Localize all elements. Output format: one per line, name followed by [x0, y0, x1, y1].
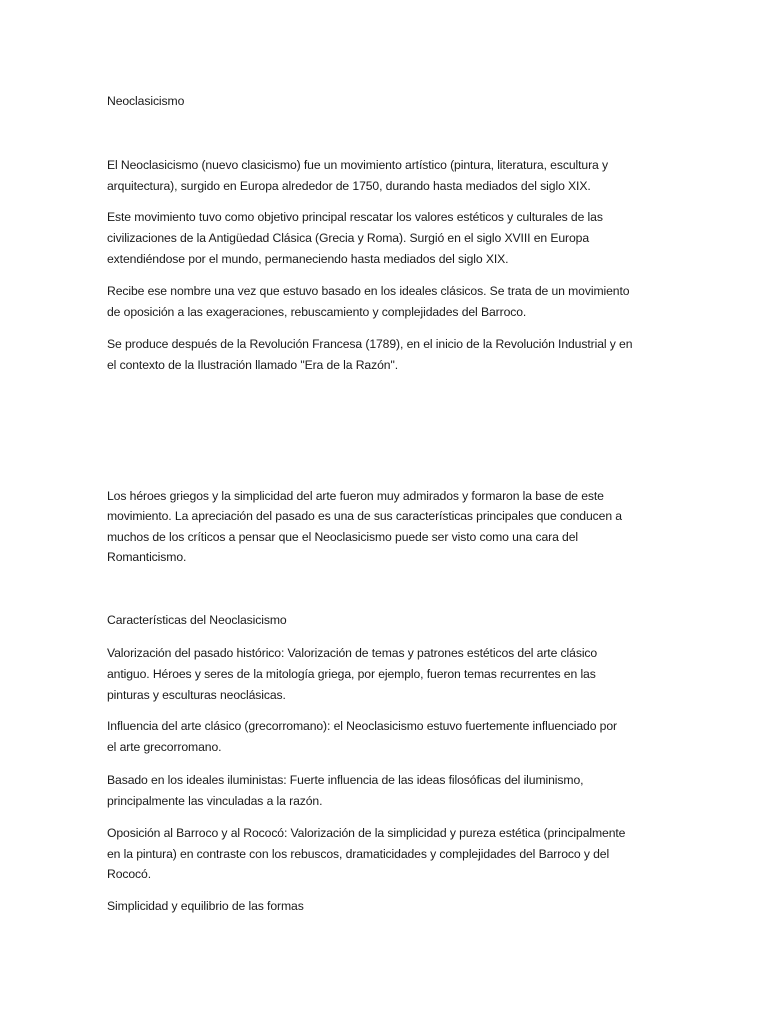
- paragraph-line: de oposición a las exageraciones, rebuscamiento y complejidades del Barroco.: [107, 305, 527, 319]
- list-item-line: Rococó.: [107, 867, 152, 881]
- paragraph-line: muchos de los críticos a pensar que el Neoclasicismo puede ser visto como una cara del: [107, 530, 579, 544]
- paragraph-line: Los héroes griegos y la simplicidad del arte fueron muy admirados y formaron la base de este: [107, 489, 604, 503]
- paragraph-line: Romanticismo.: [107, 550, 187, 564]
- paragraph-line: Se produce después de la Revolución Francesa (1789), en el inicio de la Revolución Industrial y en: [107, 337, 633, 351]
- list-item-line: Simplicidad y equilibrio de las formas: [107, 899, 304, 913]
- paragraph-line: arquitectura), surgido en Europa alrededor de 1750, durando hasta mediados del siglo XIX.: [107, 179, 591, 193]
- paragraph-line: Recibe ese nombre una vez que estuvo basado en los ideales clásicos. Se trata de un movimiento: [107, 284, 630, 298]
- list-item-line: pinturas y esculturas neoclásicas.: [107, 688, 286, 702]
- document-title: Neoclasicismo: [107, 94, 185, 108]
- list-item-line: Oposición al Barroco y al Rococó: Valorización de la simplicidad y pureza estética (principalmente: [107, 826, 626, 840]
- list-item-line: Influencia del arte clásico (grecorromano): el Neoclasicismo estuvo fuertemente influenciado por: [107, 719, 617, 733]
- list-item-line: el arte grecorromano.: [107, 740, 222, 754]
- paragraph-line: civilizaciones de la Antigüedad Clásica (Grecia y Roma). Surgió en el siglo XVIII en Europa: [107, 231, 590, 245]
- section-heading: Características del Neoclasicismo: [107, 613, 287, 627]
- paragraph-line: El Neoclasicismo (nuevo clasicismo) fue un movimiento artístico (pintura, literatura, escultura y: [107, 158, 609, 172]
- list-item-line: principalmente las vinculadas a la razón.: [107, 794, 323, 808]
- list-item-line: Basado en los ideales iluministas: Fuerte influencia de las ideas filosóficas del iluminismo,: [107, 773, 584, 787]
- paragraph-line: el contexto de la Ilustración llamado "Era de la Razón".: [107, 358, 398, 372]
- list-item-line: antiguo. Héroes y seres de la mitología griega, por ejemplo, fueron temas recurrentes en las: [107, 667, 596, 681]
- paragraph-line: movimiento. La apreciación del pasado es una de sus características principales que conducen a: [107, 509, 622, 523]
- list-item-line: en la pintura) en contraste con los rebuscos, dramaticidades y complejidades del Barroco y del: [107, 847, 610, 861]
- paragraph-line: Este movimiento tuvo como objetivo principal rescatar los valores estéticos y culturales de las: [107, 210, 603, 224]
- paragraph-line: extendiéndose por el mundo, permaneciendo hasta mediados del siglo XIX.: [107, 252, 509, 266]
- list-item-line: Valorización del pasado histórico: Valorización de temas y patrones estéticos del arte clásico: [107, 646, 598, 660]
